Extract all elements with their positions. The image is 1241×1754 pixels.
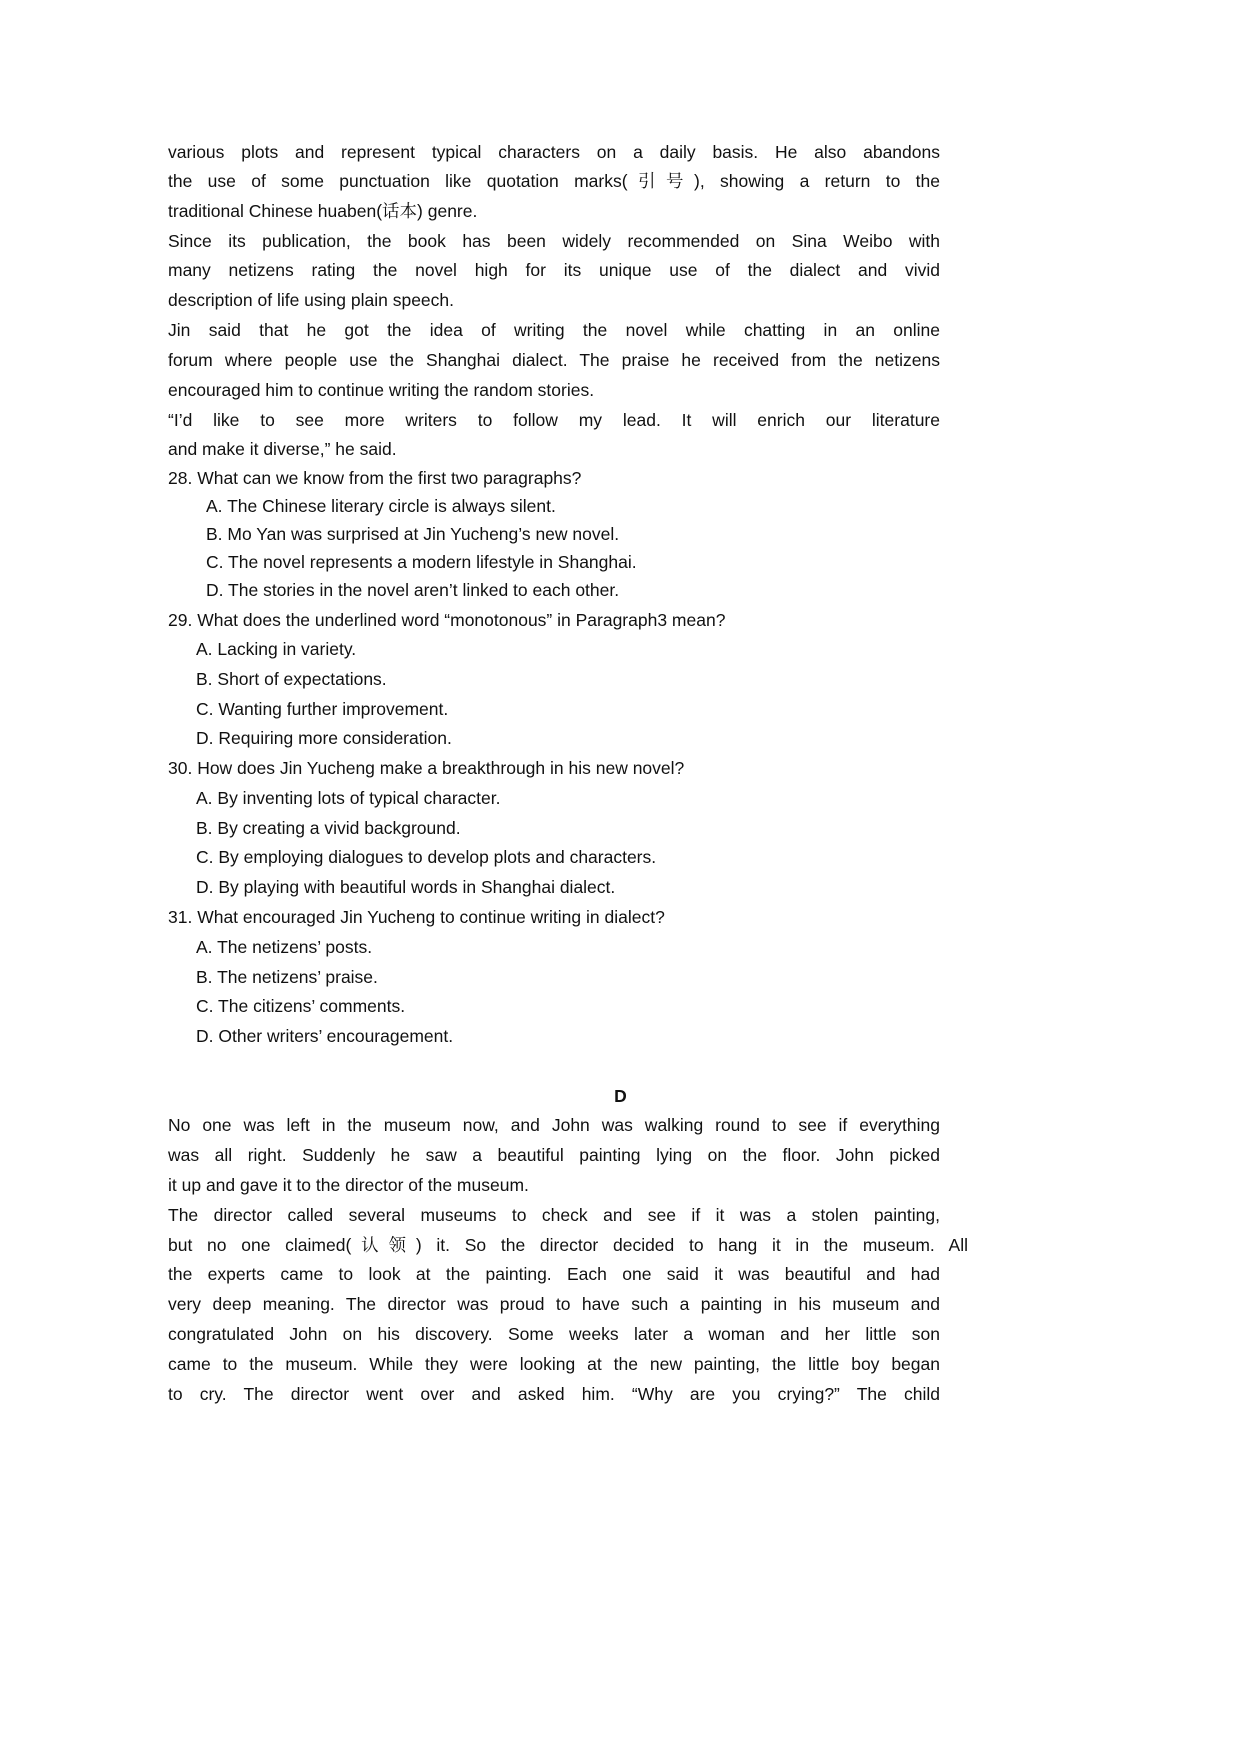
paragraph-line: Since its publication, the book has been widely recommended on Sina Weibo with: [168, 231, 940, 251]
paragraph-line: various plots and represent typical characters on a daily basis. He also abandons: [168, 142, 940, 162]
paragraph-line: description of life using plain speech.: [168, 290, 455, 310]
answer-option: C. By employing dialogues to develop plots and characters.: [196, 847, 657, 867]
paragraph-line: many netizens rating the novel high for its unique use of the dialect and vivid: [168, 260, 940, 280]
paragraph-line: the use of some punctuation like quotation marks(引号), showing a return to the: [168, 171, 940, 191]
paragraph-line: congratulated John on his discovery. Some weeks later a woman and her little son: [168, 1324, 940, 1344]
paragraph-line: encouraged him to continue writing the random stories.: [168, 380, 595, 400]
answer-option: C. The novel represents a modern lifestyle in Shanghai.: [206, 552, 637, 572]
paragraph-line: “I’d like to see more writers to follow my lead. It will enrich our literature: [168, 410, 940, 430]
paragraph-line: No one was left in the museum now, and John was walking round to see if everything: [168, 1115, 940, 1135]
answer-option: B. Short of expectations.: [196, 669, 387, 689]
paragraph-line: The director called several museums to check and see if it was a stolen painting,: [168, 1205, 940, 1225]
answer-option: C. The citizens’ comments.: [196, 996, 406, 1016]
paragraph-line: Jin said that he got the idea of writing the novel while chatting in an online: [168, 320, 940, 340]
paragraph-line: to cry. The director went over and asked him. “Why are you crying?” The child: [168, 1384, 940, 1404]
section-heading: D: [614, 1086, 627, 1106]
answer-option: A. The netizens’ posts.: [196, 937, 373, 957]
paragraph-line: but no one claimed(认领) it. So the director decided to hang it in the museum. All: [168, 1235, 968, 1255]
answer-option: D. Other writers’ encouragement.: [196, 1026, 454, 1046]
answer-option: A. By inventing lots of typical character.: [196, 788, 501, 808]
question-text: 29. What does the underlined word “monotonous” in Paragraph3 mean?: [168, 610, 726, 630]
answer-option: D. By playing with beautiful words in Shanghai dialect.: [196, 877, 616, 897]
paragraph-line: traditional Chinese huaben(话本) genre.: [168, 201, 478, 221]
answer-option: B. By creating a vivid background.: [196, 818, 461, 838]
answer-option: A. The Chinese literary circle is always silent.: [206, 496, 556, 516]
answer-option: B. The netizens’ praise.: [196, 967, 378, 987]
paragraph-line: it up and gave it to the director of the museum.: [168, 1175, 529, 1195]
answer-option: A. Lacking in variety.: [196, 639, 357, 659]
paragraph-line: very deep meaning. The director was proud to have such a painting in his museum and: [168, 1294, 940, 1314]
question-text: 30. How does Jin Yucheng make a breakthrough in his new novel?: [168, 758, 685, 778]
question-text: 31. What encouraged Jin Yucheng to continue writing in dialect?: [168, 907, 665, 927]
answer-option: C. Wanting further improvement.: [196, 699, 449, 719]
answer-option: D. Requiring more consideration.: [196, 728, 452, 748]
question-text: 28. What can we know from the first two paragraphs?: [168, 468, 582, 488]
paragraph-line: was all right. Suddenly he saw a beautiful painting lying on the floor. John picked: [168, 1145, 940, 1165]
answer-option: B. Mo Yan was surprised at Jin Yucheng’s new novel.: [206, 524, 620, 544]
paragraph-line: and make it diverse,” he said.: [168, 439, 397, 459]
paragraph-line: came to the museum. While they were looking at the new painting, the little boy began: [168, 1354, 940, 1374]
paragraph-line: the experts came to look at the painting. Each one said it was beautiful and had: [168, 1264, 940, 1284]
paragraph-line: forum where people use the Shanghai dialect. The praise he received from the netizens: [168, 350, 940, 370]
answer-option: D. The stories in the novel aren’t linked to each other.: [206, 580, 620, 600]
